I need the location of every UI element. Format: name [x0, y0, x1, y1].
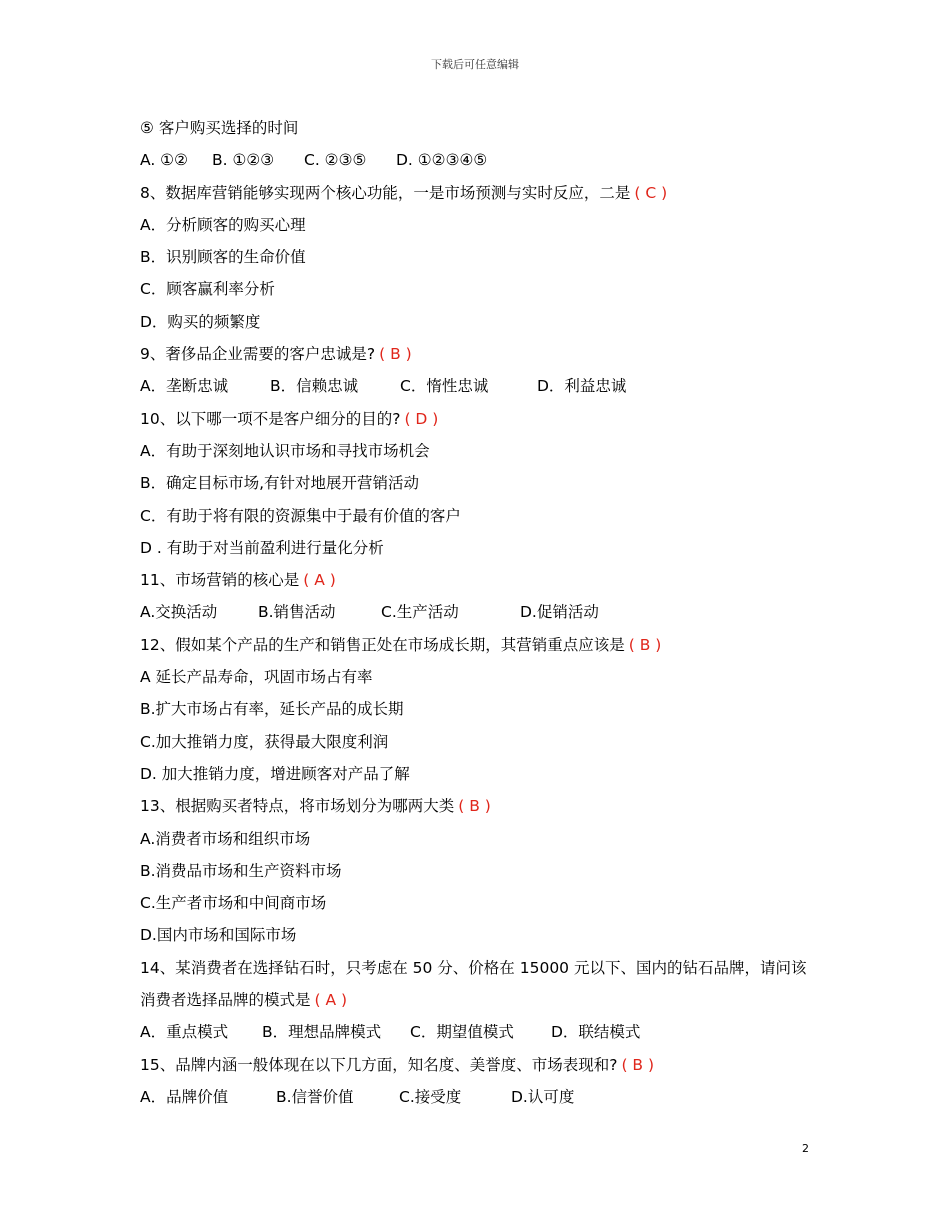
option: D.国内市场和国际市场 [140, 926, 297, 945]
question-14 [140, 952, 820, 1017]
page-header: 下载后可任意编辑 [431, 58, 519, 71]
question-text: 15、品牌内涵一般体现在以下几方面，知名度、美誉度、市场表现和? [140, 1055, 618, 1074]
option: D．联结模式 [551, 1023, 641, 1042]
page-number: 2 [802, 1142, 809, 1155]
option: C．期望值模式 [410, 1023, 514, 1042]
question-8 [140, 177, 820, 209]
option: C.加大推销力度，获得最大限度利润 [140, 732, 389, 751]
option: D. 加大推销力度，增进顾客对产品了解 [140, 764, 410, 783]
question-15 [140, 1049, 820, 1081]
option: A．重点模式 [140, 1023, 229, 1042]
option: B.销售活动 [258, 603, 336, 622]
option: C.生产活动 [381, 603, 459, 622]
question-12 [140, 629, 820, 661]
document-body [140, 112, 820, 1113]
option: A.交换活动 [140, 603, 218, 622]
option: C．惰性忠诚 [400, 377, 489, 396]
option-row [140, 1081, 820, 1113]
question-text: 11、市场营销的核心是 [140, 571, 300, 590]
question-text: 12、假如某个产品的生产和销售正处在市场成长期，其营销重点应该是 [140, 635, 625, 654]
option: D . 有助于对当前盈利进行量化分析 [140, 538, 384, 557]
option: D.促销活动 [520, 603, 599, 622]
option: B.扩大市场占有率，延长产品的成长期 [140, 700, 404, 719]
answer-text: ( B ) [628, 635, 662, 654]
option: B．确定目标市场,有针对地展开营销活动 [140, 474, 420, 493]
option: C．有助于将有限的资源集中于最有价值的客户 [140, 506, 461, 525]
option: A．分析顾客的购买心理 [140, 215, 306, 234]
option: B．识别顾客的生命价值 [140, 248, 306, 267]
option: D.认可度 [511, 1087, 575, 1106]
option: A 延长产品寿命，巩固市场占有率 [140, 668, 373, 687]
option: A．有助于深刻地认识市场和寻找市场机会 [140, 441, 430, 460]
option: B．理想品牌模式 [262, 1023, 382, 1042]
answer-text: ( A ) [303, 571, 336, 590]
option-row [140, 1016, 820, 1048]
answer-text: ( C ) [634, 183, 668, 202]
question-9 [140, 338, 820, 370]
option: C. ②③⑤ [304, 151, 367, 170]
question-11 [140, 564, 820, 596]
answer-text: ( B ) [621, 1055, 655, 1074]
option: D. ①②③④⑤ [396, 151, 488, 170]
question-text: 14、某消费者在选择钻石时，只考虑在 50 分、价格在 15000 元以下、国内的钻石品牌，请问该消费者选择品牌的模式是 [140, 958, 807, 1010]
option: D．购买的频繁度 [140, 312, 261, 331]
answer-text: ( D ) [404, 409, 439, 428]
answer-text: ( B ) [379, 345, 412, 364]
question-text: 9、奢侈品企业需要的客户忠诚是? [140, 345, 376, 364]
option: A．品牌价值 [140, 1087, 229, 1106]
option: B. ①②③ [212, 151, 275, 170]
question-13 [140, 790, 820, 822]
option-row [140, 144, 820, 176]
question-text: 13、根据购买者特点，将市场划分为哪两大类 [140, 797, 455, 816]
option: B.信誉价值 [276, 1087, 354, 1106]
option: C.生产者市场和中间商市场 [140, 894, 327, 913]
option-row [140, 370, 820, 402]
question-text: 8、数据库营销能够实现两个核心功能，一是市场预测与实时反应，二是 [140, 183, 631, 202]
question-10 [140, 403, 820, 435]
answer-text: ( B ) [458, 797, 491, 816]
option: A.消费者市场和组织市场 [140, 829, 311, 848]
option: C.接受度 [399, 1087, 462, 1106]
option-line: ⑤ 客户购买选择的时间 [140, 119, 299, 137]
option-row [140, 596, 820, 628]
option: B.消费品市场和生产资料市场 [140, 861, 342, 880]
option: B．信赖忠诚 [270, 377, 359, 396]
question-text: 10、以下哪一项不是客户细分的目的? [140, 409, 401, 428]
option: A. ①② [140, 151, 188, 170]
answer-text: ( A ) [314, 991, 348, 1010]
option: A．垄断忠诚 [140, 377, 229, 396]
option: D．利益忠诚 [537, 377, 627, 396]
option: C．顾客赢利率分析 [140, 280, 275, 299]
